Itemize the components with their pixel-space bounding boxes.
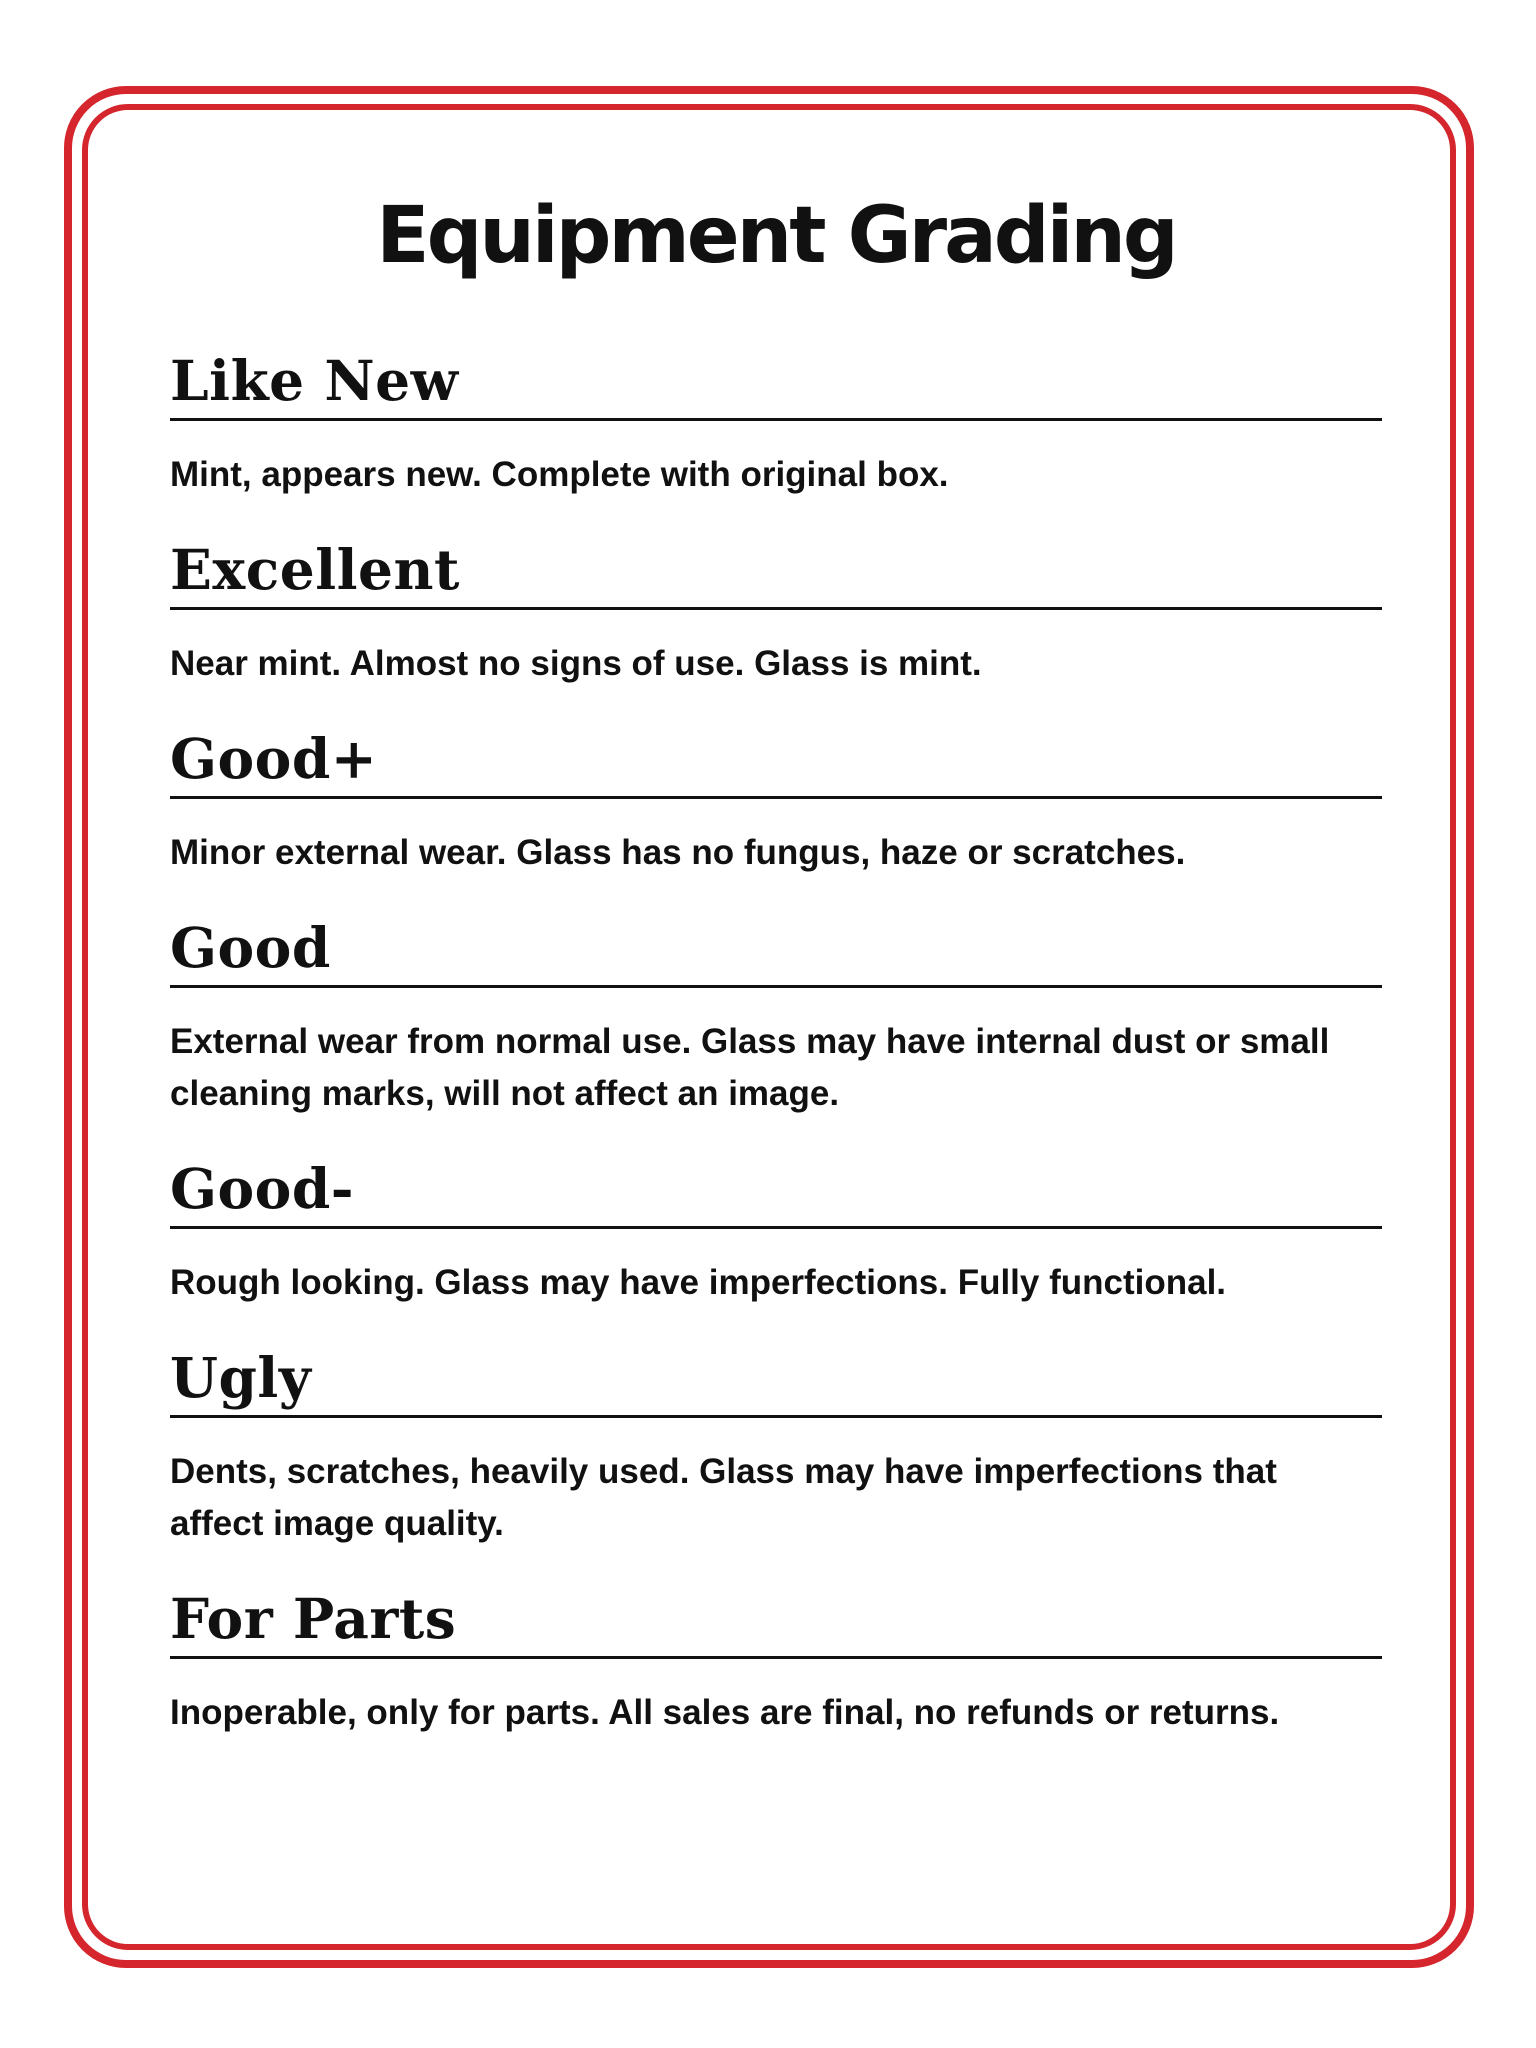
- grade-heading: Excellent: [170, 539, 1382, 610]
- grade-good: [170, 917, 1382, 1120]
- grade-good-plus: [170, 728, 1382, 879]
- grade-heading: Ugly: [170, 1347, 1382, 1418]
- grade-description: Minor external wear. Glass has no fungus, haze or scratches.: [170, 833, 1186, 872]
- grade-description: Mint, appears new. Complete with original box.: [170, 455, 949, 494]
- grade-like-new: [170, 350, 1382, 501]
- grade-heading: Good+: [170, 728, 1382, 799]
- grade-good-minus: [170, 1158, 1382, 1309]
- grade-heading: Like New: [170, 350, 1382, 421]
- grade-for-parts: [170, 1588, 1382, 1739]
- page-title: Equipment Grading: [376, 191, 1176, 281]
- grade-ugly: [170, 1347, 1382, 1550]
- grade-description: External wear from normal use. Glass may have internal dust or small cleaning marks, will not affect an image.: [170, 1022, 1330, 1113]
- grade-heading: Good-: [170, 1158, 1382, 1229]
- grade-description: Near mint. Almost no signs of use. Glass is mint.: [170, 644, 982, 683]
- grade-description: Rough looking. Glass may have imperfections. Fully functional.: [170, 1263, 1227, 1302]
- grade-heading: For Parts: [170, 1588, 1382, 1659]
- grade-excellent: [170, 539, 1382, 690]
- grading-card: [170, 190, 1382, 1739]
- grade-heading: Good: [170, 917, 1382, 988]
- grade-description: Inoperable, only for parts. All sales are final, no refunds or returns.: [170, 1693, 1280, 1732]
- grade-description: Dents, scratches, heavily used. Glass may have imperfections that affect image quality.: [170, 1452, 1277, 1543]
